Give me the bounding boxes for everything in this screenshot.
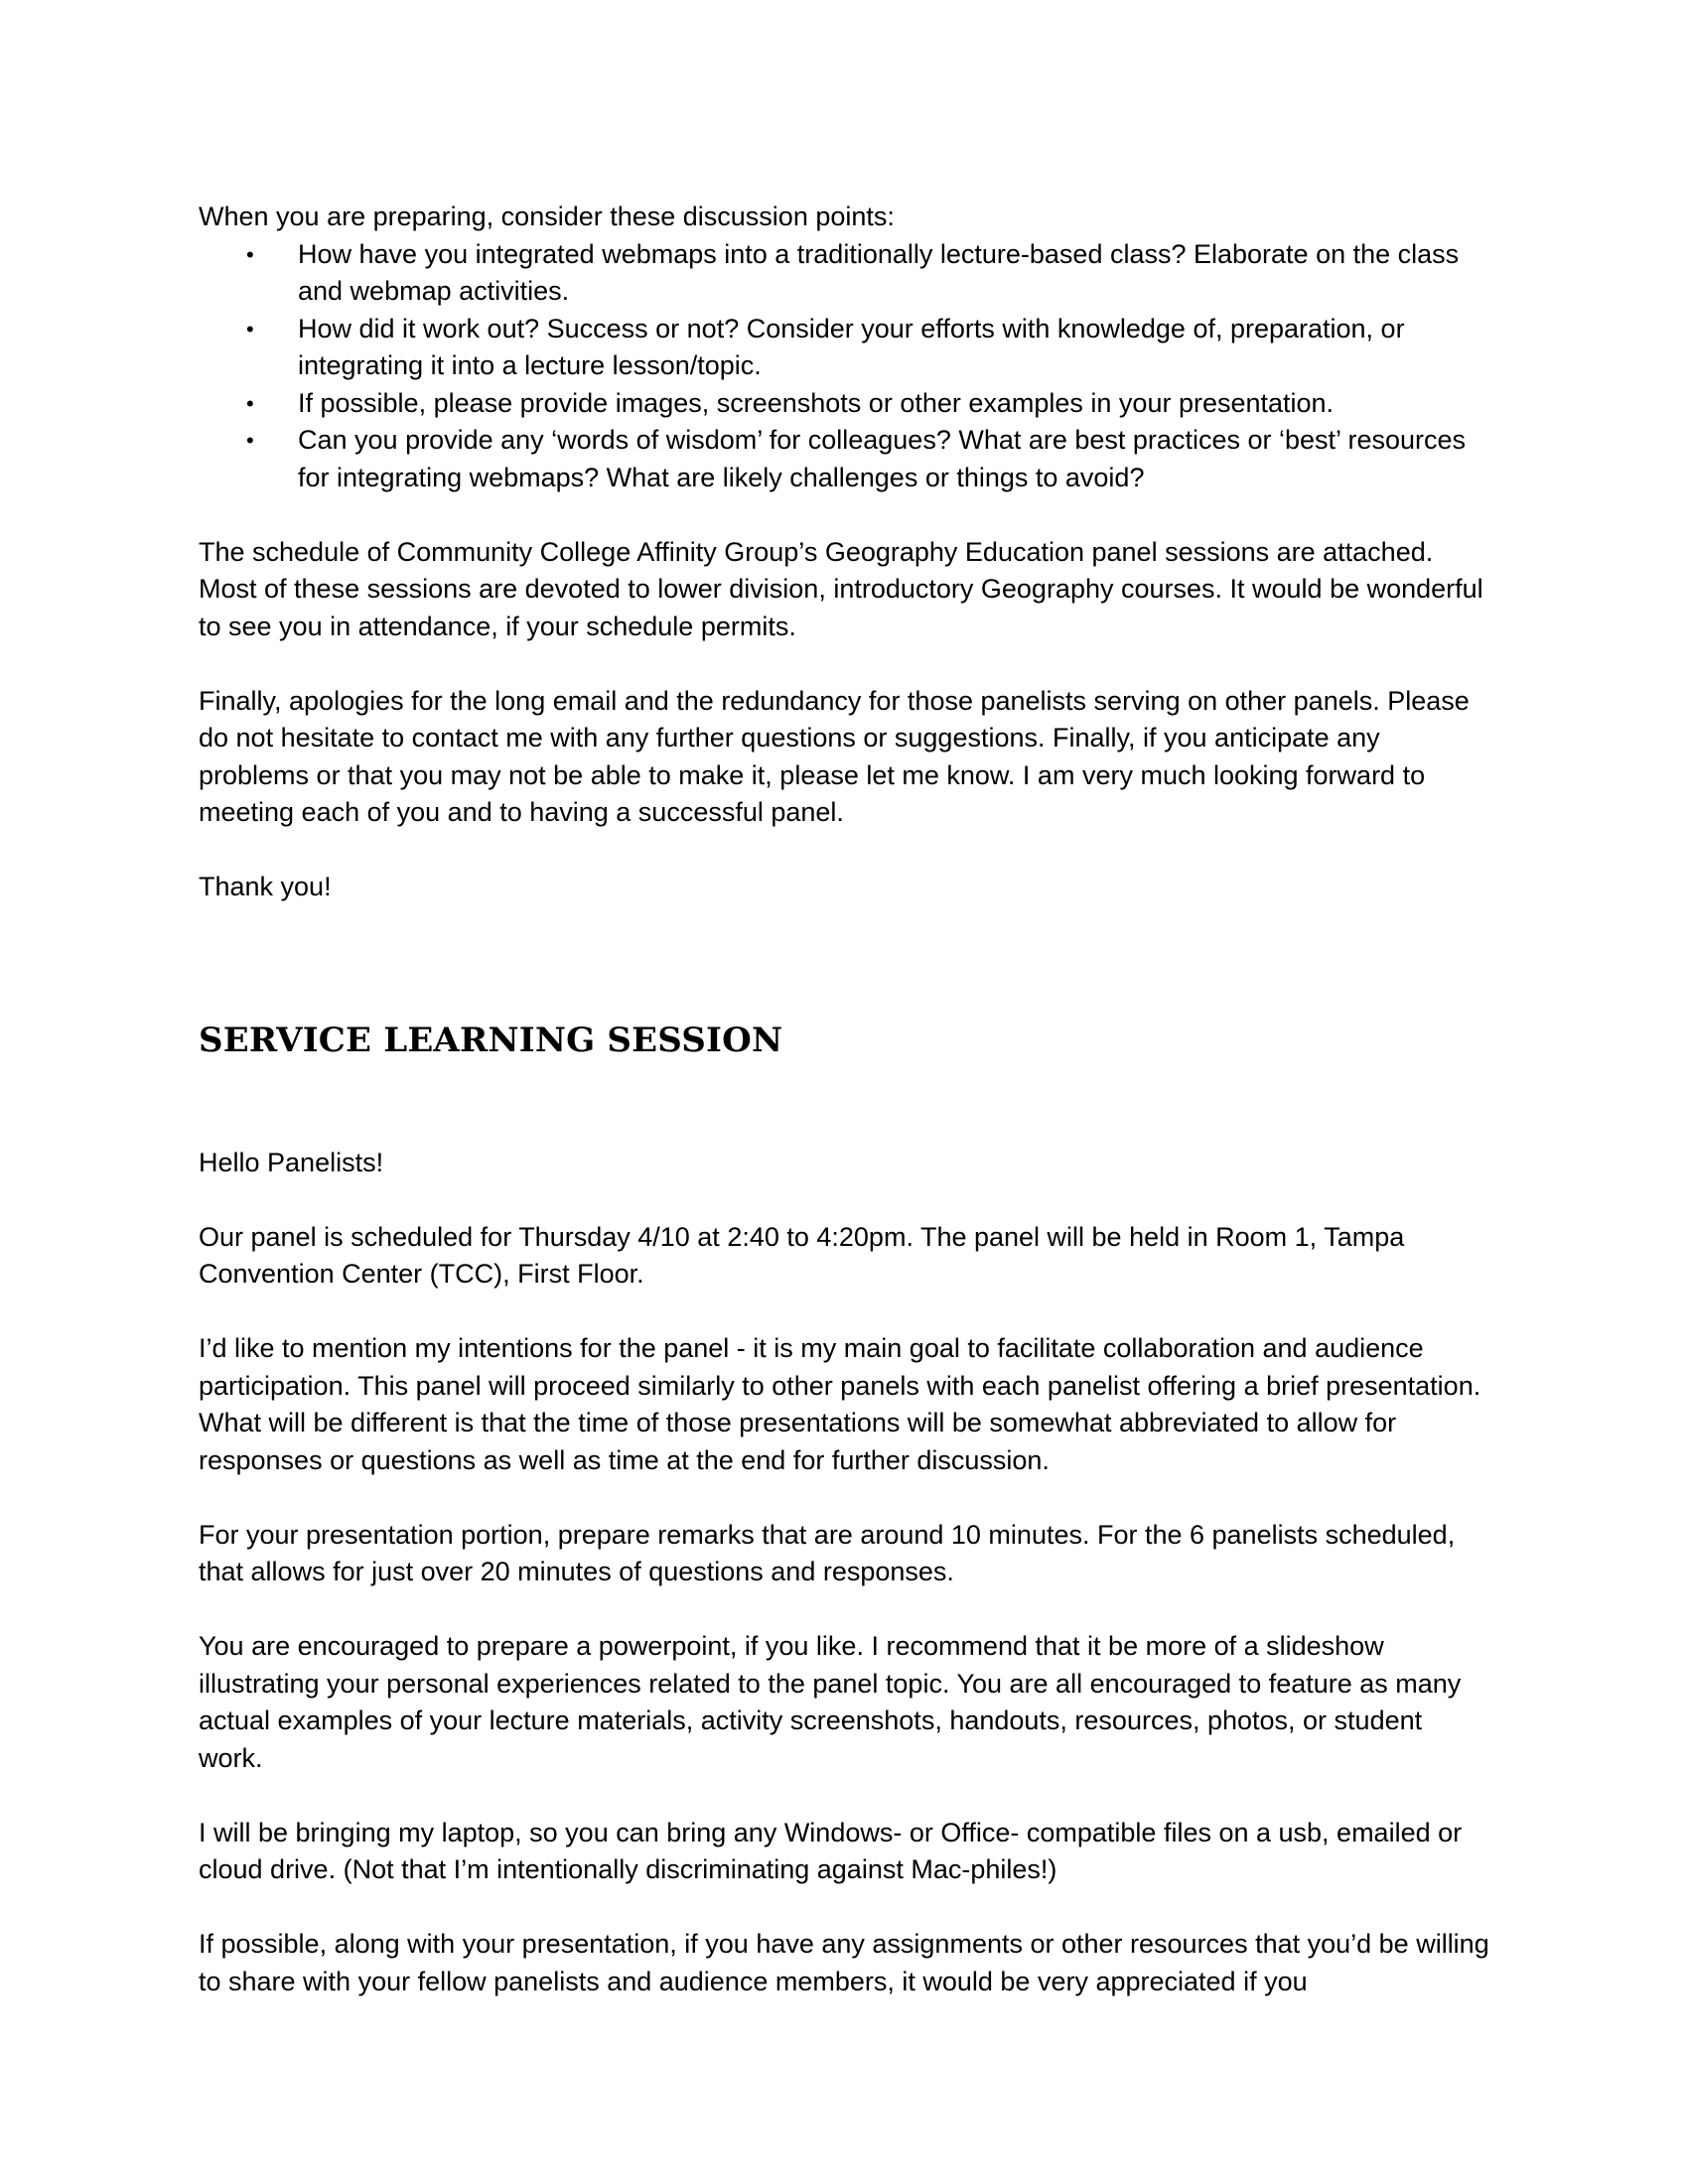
schedule-paragraph: The schedule of Community College Affinity Group’s Geography Education panel sessions are attached. Most of these sessions are devoted to lower division, introductory Geography courses. It would be wonderful to see you in attendance, if your schedule permits.	[199, 536, 1483, 641]
bullet-icon: •	[246, 241, 254, 267]
thank-you-line: Thank you!	[199, 872, 332, 901]
section-heading: SERVICE LEARNING SESSION	[199, 1020, 783, 1060]
list-item	[199, 385, 1489, 423]
sharing-paragraph: If possible, along with your presentation, if you have any assignments or other resources that you’d be willing to share with your fellow panelists and audience members, it would be very appreciated if you	[199, 1929, 1489, 1996]
closing-paragraph: Finally, apologies for the long email and the redundancy for those panelists serving on other panels. Please do not hesitate to contact me with any further questions or suggestions. Finally, if you anticipate any problems or that you may not be able to make it, please let me know. I am very much looking forward to meeting each of you and to having a successful panel.	[199, 685, 1470, 827]
list-item-text: How did it work out? Success or not? Consider your efforts with knowledge of, preparation, or integrating it into a lecture lesson/topic.	[298, 313, 1405, 380]
list-item	[199, 422, 1489, 496]
panel-schedule-paragraph: Our panel is scheduled for Thursday 4/10 at 2:40 to 4:20pm. The panel will be held in Room 1, Tampa Convention Center (TCC), First Floor.	[199, 1221, 1405, 1289]
bullet-icon: •	[246, 390, 254, 416]
document-page	[199, 199, 1489, 2038]
list-item	[199, 311, 1489, 385]
bullet-icon: •	[246, 316, 254, 341]
greeting-line: Hello Panelists!	[199, 1147, 384, 1177]
powerpoint-paragraph: You are encouraged to prepare a powerpoint, if you like. I recommend that it be more of a slideshow illustrating your personal experiences related to the panel topic. You are all encouraged to feature as many actual examples of your lecture materials, activity screenshots, handouts, resources, photos, or student work.	[199, 1631, 1462, 1773]
list-item-text: Can you provide any ‘words of wisdom’ for colleagues? What are best practices or ‘best’ resources for integrating webmaps? What are likely challenges or things to avoid?	[298, 425, 1467, 492]
discussion-points-intro: When you are preparing, consider these discussion points:	[199, 202, 895, 231]
bullet-icon: •	[246, 428, 254, 453]
list-item-text: If possible, please provide images, screenshots or other examples in your presentation.	[298, 387, 1335, 418]
presentation-portion-paragraph: For your presentation portion, prepare remarks that are around 10 minutes. For the 6 panelists scheduled, that allows for just over 20 minutes of questions and responses.	[199, 1519, 1456, 1586]
list-item-text: How have you integrated webmaps into a traditionally lecture-based class? Elaborate on the class and webmap activities.	[298, 238, 1460, 306]
intentions-paragraph: I’d like to mention my intentions for the panel - it is my main goal to facilitate collaboration and audience participation. This panel will proceed similarly to other panels with each panelist offering a brief presentation. What will be different is that the time of those presentations will be somewhat abbreviated to allow for responses or questions as well as time at the end for further discussion.	[199, 1333, 1481, 1475]
list-item	[199, 236, 1489, 311]
laptop-paragraph: I will be bringing my laptop, so you can bring any Windows- or Office- compatible files on a usb, emailed or cloud drive. (Not that I’m intentionally discriminating against Mac-philes!)	[199, 1817, 1463, 1884]
discussion-points-list	[199, 236, 1489, 497]
